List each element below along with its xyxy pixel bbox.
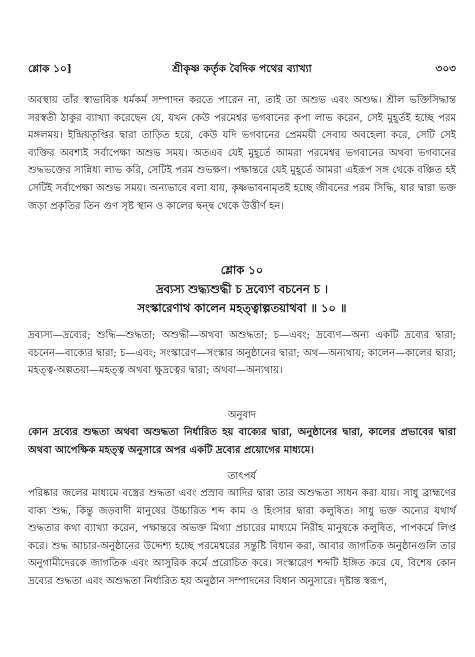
verse-line-2: সংস্কারেণাথ কালেন মহত্ত্বাল্পতয়াথবা ॥ ১০ ॥ [137,301,347,315]
verse-heading: শ্লোক ১০ [220,263,264,277]
running-header [28,62,456,80]
purport-continuation-paragraph: অবস্থায় তাঁর স্বাভাবিক ধর্মকর্ম সম্পাদন করতে পারেন না, তাই তা অশুভ এবং অশুদ্ধ। শ্রীল ভক্তিসিদ্ধান্ত সরস্বতী ঠাকুর ব্যাখ্যা করেছেন যে, যখন কেউ পরমেশ্বর ভগবানের কৃপা লাভ করেন, সেই মুহূর্তই হচ্ছে পরম মঙ্গলময়। ইন্দ্রিয়তৃপ্তির দ্বারা তাড়িত হয়ে, কেউ যদি ভগবানের প্রেমময়ী সেবায় অবহেলা করে, সেটি সেই ব্যক্তির অবশ্যই সর্বাপেক্ষা অশুভ সময়। অতএব যেই মুহূর্তে আমরা পরমেশ্বর ভগবানের অথবা ভগবানের শুদ্ধভক্তের সান্নিধ্য লাভ করি, সেটিই পরম শুভক্ষণ। পক্ষান্তরে যেই মুহূর্তে আমরা এইরূপ সঙ্গ থেকে বঞ্চিত হই সেটিই সর্বাপেক্ষা অশুভ সময়। অন্যভাবে বলা যায়, কৃষ্ণভাবনামৃতই হচ্ছে জীবনের পরম সিদ্ধি, যার দ্বারা ভক্ত জড়া প্রকৃতির তিন গুণ সৃষ্ট স্থান ও কালের দ্বন্দ্ব থেকে উত্তীর্ণ হন। [28,95,456,212]
page-number: ৩০৩ [435,63,456,75]
verse-line-1: দ্রব্যস্য শুদ্ধ্যশুদ্ধী চ দ্রব্যেণ বচনেন চ । [155,282,329,296]
translation-text: কোন দ্রব্যের শুদ্ধতা অথবা অশুদ্ধতা নির্ধারিত হয় বাক্যের দ্বারা, অনুষ্ঠানের দ্বারা, কালের প্রভাবের দ্বারা অথবা আপেক্ষিক মহত্ত্ব অনুসারে অপর একটি দ্রব্যের প্রয়োগের মাধ্যমে। [28,427,456,456]
sanskrit-verse [28,280,456,318]
chapter-verse-ref: শ্লোক ১০] [28,63,72,75]
purport-paragraph: পরিষ্কার জলের মাধ্যমে বস্ত্রের শুদ্ধতা এবং প্রস্রাব আদির দ্বারা তার অশুদ্ধতা সাধন করা যায়। সাধু ব্রাহ্মণের বাক্য শুদ্ধ, কিন্তু জড়বাদী মানুষের উচ্চারিত শব্দ কাম ও হিংসার দ্বারা কলুষিত। সাধু ভক্ত অন্যের যথার্থ শুদ্ধতার কথা ব্যাখ্যা করেন, পক্ষান্তরে অভক্ত মিথ্যা প্রচারের মাধ্যমে নিরীহ মানুষকে কলুষিত, পাপকর্মে লিপ্ত করে। শুদ্ধ আচার-অনুষ্ঠানের উদ্দেশ্য হচ্ছে পরমেশ্বরের সন্তুষ্টি বিধান করা, আবার জাগতিক অনুষ্ঠানগুলি তার অনুগামীদেরকে জাগতিক এবং আসুরিক কর্মে প্ররোচিত করে। সংস্কারেণ শব্দটি ইঙ্গিত করে যে, বিশেষ কোন দ্রব্যের শুদ্ধতা এবং অশুদ্ধতা নির্ধারিত হয় অনুষ্ঠান সম্পাদনের বিধান অনুসারে। দৃষ্টান্ত স্বরূপ, [28,488,456,587]
word-for-word-synonyms: দ্রব্যস্য—দ্রব্যের; শুদ্ধি—শুদ্ধতা; অশুদ্ধী—অথবা অশুদ্ধতা; চ—এবং; দ্রব্যেণ—অন্য একটি দ্রব্যের দ্বারা; বচনেন—বাক্যের দ্বারা; চ—এবং; সংস্কারেণ—সংস্কার অনুষ্ঠানের দ্বারা; অথ—অন্যথায়; কালেন—কালের দ্বারা; মহত্ত্ব-অল্পতয়া—মহত্ত্ব অথবা ক্ষুদ্রত্বের দ্বারা; অথবা—অন্যথায়। [28,330,456,377]
translation-heading: অনুবাদ [227,410,257,421]
purport-heading: তাৎপর্য [227,471,257,482]
chapter-title: শ্রীকৃষ্ণ কর্তৃক বৈদিক পথের ব্যাখ্যা [172,63,312,75]
